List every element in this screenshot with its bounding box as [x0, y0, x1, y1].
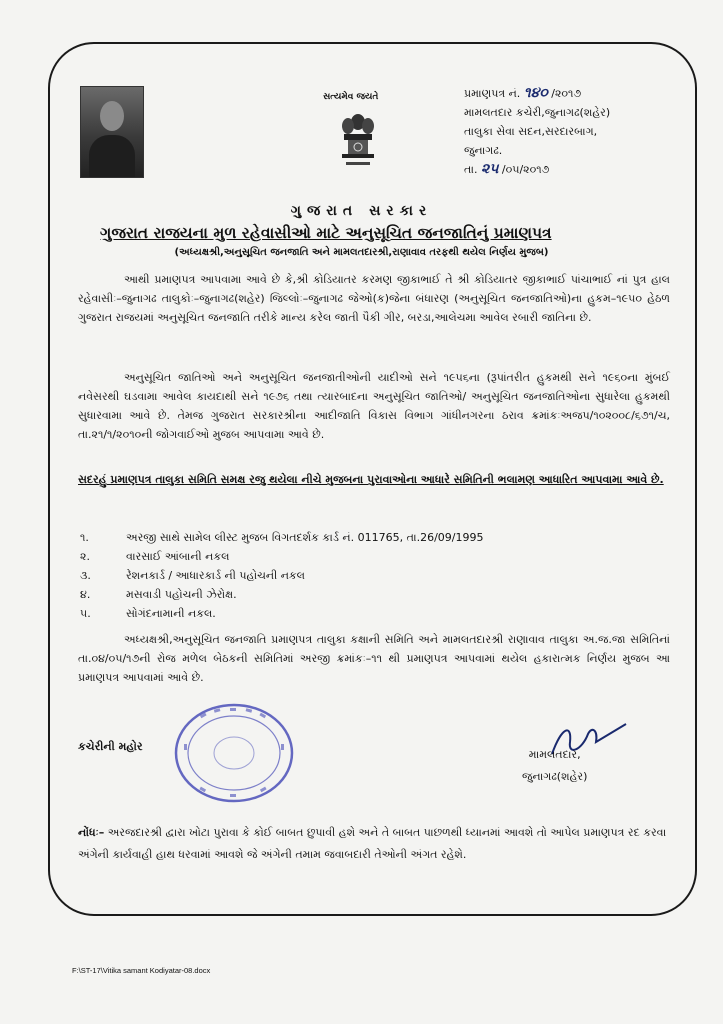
national-emblem-icon: [336, 110, 380, 172]
list-item: ૨. વારસાઈ આંબાની નકલ: [80, 550, 230, 563]
note-text: અરજદારશ્રી દ્વારા ખોટા પુરાવા કે કોઈ બાબત છુપાવી હશે અને તે બાબત પાછળથી ધ્યાનમાં આવશે તો આપેલ પ્રમાણપત્ર રદ કરવા અંગેની કાર્યવાહી હાથ ધરવામાં આવશે જે અંગેની તમામ જવાબદારી તેઓની અંગત રહેશે.: [78, 826, 667, 861]
evidence-list: [80, 528, 483, 623]
signatory-block: [522, 744, 587, 788]
certificate-number-handwritten: ૧૪૦: [523, 85, 548, 101]
legal-basis-paragraph: અનુસૂચિત જાતિઓ અને અનુસૂચિત જનજાતીઓની યાદીઓ સને ૧૯૫૬ના (રૂપાંતરીત હુકમથી સને ૧૯૬૦ના મુંબઈ નવેસરથી ઘડવામા આવેલ કાયદાથી સને ૧૯૭૬ તથા ત્યારબાદના અનુસૂચિત જાતિઓ/ અનુસૂચિત જનજાતિઓના સુધારેલા હુકમથી સુધારવામા આવે છે. તેમજ ગુજરાત સરકારશ્રીના આદીજાતિ વિકાસ વિભાગ ગાંધીનગરના ઠરાવ ક્રમાંકઃઅજપ/૧૦૨૦૦૮/૬૭૧/ચ, તા.૨૧/૧/૨૦૧૦ની જોગવાઈઓ મુજબ આપવામા આવે છે.: [78, 371, 670, 441]
signatory-place: જુનાગઢ(શહેર): [522, 770, 588, 783]
certificate-number-line: પ્રમાણપત્ર નં. ૧૪૦ /૨૦૧૭: [464, 85, 582, 101]
issuing-office: મામલતદાર કચેરી,જુનાગઢ(શહેર): [464, 106, 611, 119]
government-heading: ગુજરાત સરકાર: [290, 203, 433, 219]
certificate-title: ગુજરાત રાજયના મુળ રહેવાસીઓ માટે અનુસૂચિત જનજાતિનું પ્રમાણપત્ર: [100, 224, 552, 242]
certificate-number-block: [464, 84, 674, 179]
office-address-line2: જુનાગઢ.: [464, 144, 503, 157]
certification-paragraph: આથી પ્રમાણપત્ર આપવામા આવે છે કે,શ્રી કોડિયાતર કરમણ જીકાભાઈ તે શ્રી કોડિયાતર જીકાભાઈ પાંચાભાઈ નાં પુત્ર હાલ રહેવાસીઃ–જુનાગઢ તાલુકોઃ–જુનાગઢ(શહેર) જિલ્લોઃ–જુનાગઢ જેઓ(ક)જેના બંધારણ (અનુસૂચિત જનજાતિઓ)ના હુકમ–૧૯૫૦ હેઠળ ગુજરાત રાજયમાં અનુસૂચિત જનજાતિ તરીકે માન્ય કરેલ જાતી પૈકી ગીર, બરડા,આલેચમા આવેલ રબારી જાતિના છે.: [78, 273, 670, 324]
office-stamp-icon: [170, 700, 298, 806]
list-item: ૧. અરજી સાથે સામેલ લીસ્ટ મુજબ વિગતદર્શક કાર્ડ નં. 011765, તા.26/09/1995: [80, 531, 484, 544]
committee-decision-paragraph: અધ્યક્ષશ્રી,અનુસૂચિત જનજાતિ પ્રમાણપત્ર તાલુકા કક્ષાની સમિતિ અને મામલતદારશ્રી રાણાવાવ તાલુકા અ.જ.જા સમિતિનાં તા.૦૪/૦૫/૧૭ની રોજ મળેલ બેઠકની સમિતિમાં અરજી ક્રમાંકઃ–૧૧ થી પ્રમાણપત્ર આપવામાં થયેલ હકારાત્મક નિર્ણય મુજબ આ પ્રમાણપત્ર આપવામાં આવે છે.: [78, 633, 670, 684]
evidence-intro-paragraph: સદરહું પ્રમાણપત્ર તાલુકા સમિતિ સમક્ષ રજુ થયેલા નીચે મુજબના પુરાવાઓના આધારે સમિતિની ભલામણ આધારિત આપવામા આવે છે.: [78, 473, 664, 486]
note-label: નોંધઃ–: [78, 826, 105, 839]
signatory-title: મામલતદાર,: [528, 748, 581, 761]
applicant-photo: [80, 86, 144, 178]
list-item: ૫. સોગંદનામાની નકલ.: [80, 607, 216, 620]
file-path-footer: F:\ST-17\Vitika samant Kodiyatar-08.docx: [72, 966, 211, 975]
office-seal-label: કચેરીની મહોર: [78, 740, 143, 753]
issue-date-day-handwritten: ૨૫: [481, 161, 499, 177]
list-item: ૪. મસવાડી પહોચની ઝેરોક્ષ.: [80, 588, 237, 601]
certificate-subtitle: (અધ્યક્ષશ્રી,અનુસૂચિત જનજાતિ અને મામલતદારશ્રી,રાણાવાવ તરફથી થયેલ નિર્ણય મુજબ): [174, 247, 549, 258]
office-address-line1: તાલુકા સેવા સદન,સરદારબાગ,: [464, 125, 598, 138]
national-motto: સત્યમેવ જયતે: [323, 92, 379, 102]
issue-date: તા. ૨૫ /૦૫/૨૦૧૭: [464, 161, 550, 177]
list-item: ૩. રેશનકાર્ડ / આધારકાર્ડ ની પહોચની નકલ: [80, 569, 305, 582]
disclaimer-note: [78, 822, 673, 866]
